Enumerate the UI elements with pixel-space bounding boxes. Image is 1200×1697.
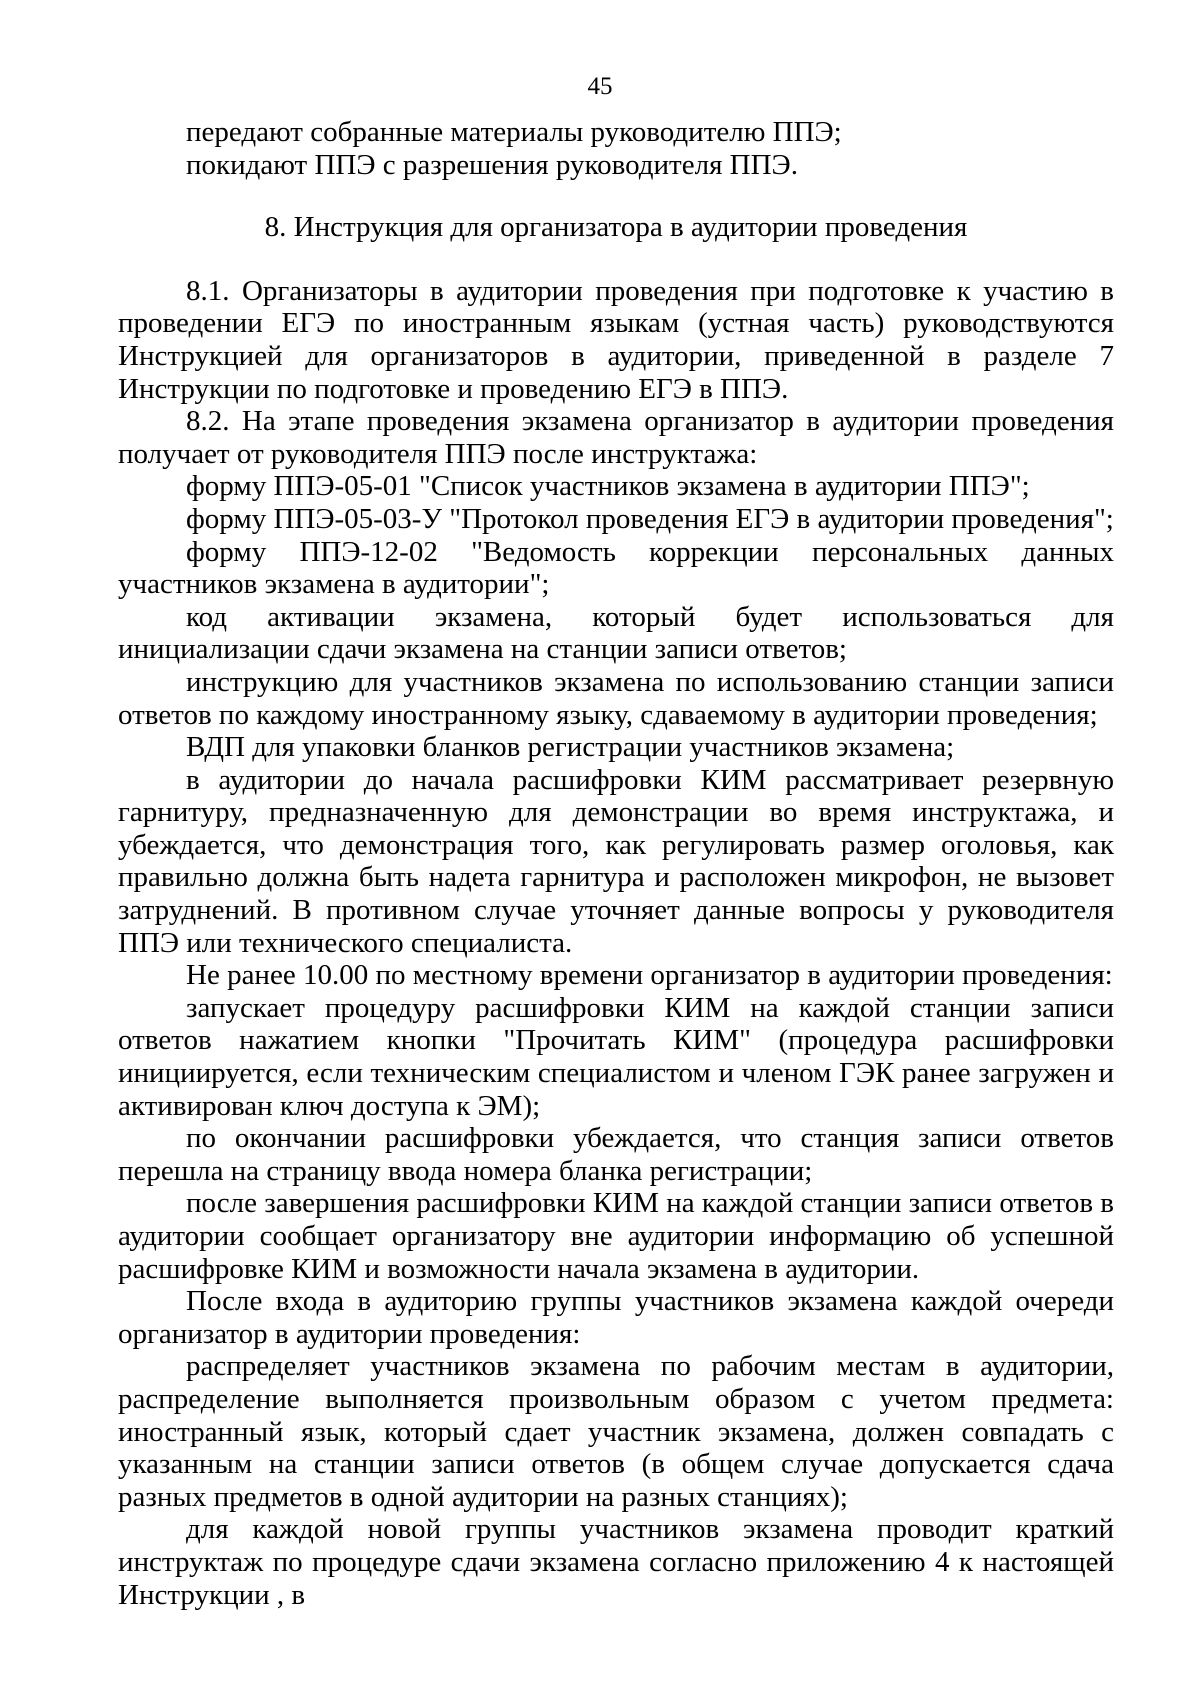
list-item: ВДП для упаковки бланков регистрации участников экзамена; bbox=[186, 731, 955, 764]
list-item: форму ППЭ-12-02 "Ведомость коррекции персональных данных участников экзамена в аудитории"; bbox=[118, 535, 1114, 601]
paragraph: покидают ППЭ с разрешения руководителя ППЭ. bbox=[186, 148, 798, 181]
list-item: в аудитории до начала расшифровки КИМ рассматривает резервную гарнитуру, предназначенную для демонстрации во время инструктажа, и убеждается, что демонстрация того, как регулировать размер оголовья, как правильно должна быть надета гарнитура и расположен микрофон, не вызовет затруднений. В противном случае уточняет данные вопросы у руководителя ППЭ или технического специалиста. bbox=[118, 763, 1114, 959]
list-item: инструкцию для участников экзамена по использованию станции записи ответов по каждому иностранному языку, сдаваемому в аудитории проведения; bbox=[118, 665, 1114, 731]
paragraph: После входа в аудиторию группы участников экзамена каждой очереди организатор в аудитории проведения: bbox=[118, 1285, 1114, 1350]
list-item: форму ППЭ-05-03-У "Протокол проведения ЕГЭ в аудитории проведения"; bbox=[186, 502, 1114, 535]
list-item: по окончании расшифровки убеждается, что станция записи ответов перешла на страницу ввода номера бланка регистрации; bbox=[118, 1122, 1114, 1187]
list-item: запускает процедуру расшифровки КИМ на каждой станции записи ответов нажатием кнопки "Прочитать КИМ" (процедура расшифровки инициируется, если техническим специалистом и членом ГЭК ранее загружен и активирован ключ доступа к ЭМ); bbox=[118, 991, 1114, 1122]
list-item: код активации экзамена, который будет использоваться для инициализации сдачи экзамена на станции записи ответов; bbox=[118, 600, 1114, 666]
list-item: после завершения расшифровки КИМ на каждой станции записи ответов в аудитории сообщает организатору вне аудитории информацию об успешной расшифровке КИМ и возможности начала экзамена в аудитории. bbox=[118, 1187, 1114, 1285]
document-body bbox=[118, 116, 1114, 1611]
paragraph: передают собранные материалы руководителю ППЭ; bbox=[186, 116, 842, 148]
paragraph: 8.2. На этапе проведения экзамена организатор в аудитории проведения получает от руководителя ППЭ после инструктажа: bbox=[118, 405, 1114, 470]
list-item: распределяет участников экзамена по рабочим местам в аудитории, распределение выполняется произвольным образом с учетом предмета: иностранный язык, который сдает участник экзамена, должен совпадать с указанным на станции записи ответов (в общем случае допускается сдача разных предметов в одной аудитории на разных станциях); bbox=[118, 1350, 1114, 1513]
section-heading: 8. Инструкция для организатора в аудитории проведения bbox=[264, 211, 968, 244]
paragraph: 8.1. Организаторы в аудитории проведения при подготовке к участию в проведении ЕГЭ по иностранным языкам (устная часть) руководствуются Инструкцией для организаторов в аудитории, приведенной в разделе 7 Инструкции по подготовке и проведению ЕГЭ в ППЭ. bbox=[118, 274, 1114, 405]
list-item: форму ППЭ-05-01 "Список участников экзамена в аудитории ППЭ"; bbox=[186, 470, 1030, 503]
page-number: 45 bbox=[587, 73, 613, 100]
list-item: для каждой новой группы участников экзамена проводит краткий инструктаж по процедуре сдачи экзамена согласно приложению 4 к настоящей Инструкции , в bbox=[118, 1513, 1114, 1611]
paragraph: Не ранее 10.00 по местному времени организатор в аудитории проведения: bbox=[186, 959, 1113, 992]
